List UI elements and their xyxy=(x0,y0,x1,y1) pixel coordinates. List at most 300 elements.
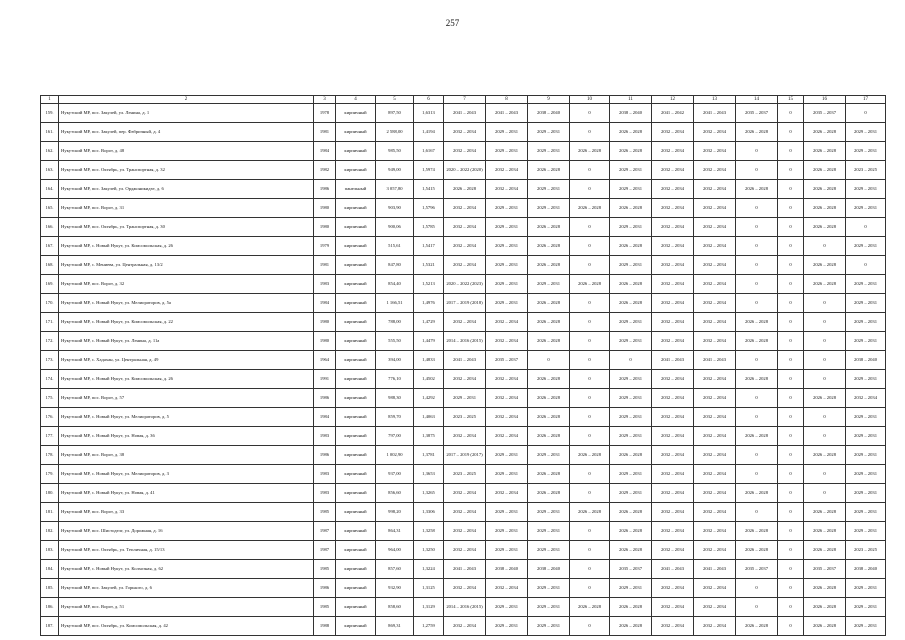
table-cell: 0 xyxy=(778,579,804,598)
table-cell: 2029 – 2031 xyxy=(610,389,652,408)
table-cell: 0 xyxy=(528,351,570,370)
table-cell: 2026 – 2028 xyxy=(804,218,846,237)
table-cell: 864,31 xyxy=(376,522,414,541)
table-cell: 2032 – 2034 xyxy=(652,579,694,598)
table-cell: 788,00 xyxy=(376,313,414,332)
table-cell: 2035 – 2037 xyxy=(804,104,846,123)
table-cell: Нукутский МР, пос. Ворот, д. 51 xyxy=(59,598,314,617)
table-cell: 2026 – 2028 xyxy=(528,427,570,446)
table-cell: 0 xyxy=(778,294,804,313)
table-cell: 1991 xyxy=(314,370,336,389)
table-cell: Нукутский МР, пос. Закулей, ул. Ленина, д. 1 xyxy=(59,104,314,123)
table-cell: 1,4502 xyxy=(414,370,444,389)
table-cell: 2026 – 2028 xyxy=(804,579,846,598)
table-cell: 2029 – 2031 xyxy=(528,579,570,598)
table-cell: 0 xyxy=(778,465,804,484)
table-cell: 1,3250 xyxy=(414,541,444,560)
table-cell: 2032 – 2034 xyxy=(444,617,486,636)
table-cell: 0 xyxy=(736,446,778,465)
table-cell: кирпичный xyxy=(336,104,376,123)
table-cell: 2026 – 2028 xyxy=(528,313,570,332)
table-cell: 2029 – 2031 xyxy=(846,579,886,598)
table-cell: Нукутский МР, с. Мениева, ул. Центральная, д. 13/2 xyxy=(59,256,314,275)
table-cell: 2029 – 2031 xyxy=(610,579,652,598)
table-cell: 186. xyxy=(41,598,59,617)
table-cell: 178. xyxy=(41,446,59,465)
table-row xyxy=(41,256,886,275)
table-cell: кирпичный xyxy=(336,617,376,636)
table-cell: 2032 – 2034 xyxy=(652,123,694,142)
table-cell: 964,00 xyxy=(376,541,414,560)
table-cell: 2026 – 2028 xyxy=(528,294,570,313)
table-cell: 2032 – 2034 xyxy=(694,465,736,484)
table-cell: Нукутский МР, пос. Шистоделг, ул. Дорожная, д. 16 xyxy=(59,522,314,541)
table-cell: 2029 – 2031 xyxy=(528,123,570,142)
table-cell: 2035 – 2037 xyxy=(736,104,778,123)
table-cell: 2032 – 2034 xyxy=(652,541,694,560)
table-cell: 2032 – 2034 xyxy=(694,503,736,522)
table-cell: 2029 – 2031 xyxy=(528,275,570,294)
header-cell: 7 xyxy=(444,96,486,104)
table-cell: 2026 – 2028 xyxy=(610,123,652,142)
table-cell: 172. xyxy=(41,332,59,351)
table-cell: 2032 – 2034 xyxy=(444,541,486,560)
table-cell: 2032 – 2034 xyxy=(652,142,694,161)
table-cell: 2032 – 2034 xyxy=(652,256,694,275)
table-cell: 187. xyxy=(41,617,59,636)
table-cell: 2026 – 2028 xyxy=(804,199,846,218)
table-cell: 1,3781 xyxy=(414,446,444,465)
table-cell: 998,20 xyxy=(376,503,414,522)
table-cell: 0 xyxy=(778,446,804,465)
table-cell: 166. xyxy=(41,218,59,237)
header-cell: 14 xyxy=(736,96,778,104)
table-cell: 2032 – 2034 xyxy=(652,503,694,522)
table-cell: 185. xyxy=(41,579,59,598)
table-cell: 0 xyxy=(804,408,846,427)
table-cell: 988,30 xyxy=(376,389,414,408)
table-cell: 0 xyxy=(736,161,778,180)
table-cell: кирпичный xyxy=(336,465,376,484)
header-cell: 4 xyxy=(336,96,376,104)
table-cell: 2041 – 2043 xyxy=(652,351,694,370)
table-cell: Нукутский МР, пос. Ворот, д. 32 xyxy=(59,275,314,294)
table-cell: 2026 – 2028 xyxy=(528,256,570,275)
table-cell: 2026 – 2028 xyxy=(610,199,652,218)
table-cell: 1,5785 xyxy=(414,218,444,237)
table-cell: 1981 xyxy=(314,256,336,275)
table-cell: 2032 – 2034 xyxy=(652,389,694,408)
table-cell: 0 xyxy=(570,256,610,275)
table-cell: 0 xyxy=(570,579,610,598)
header-cell: 17 xyxy=(846,96,886,104)
table-cell: 2032 – 2034 xyxy=(652,408,694,427)
table-cell: 2026 – 2028 xyxy=(610,294,652,313)
table-cell: 1984 xyxy=(314,408,336,427)
table-cell: 0 xyxy=(778,123,804,142)
table-cell: 1987 xyxy=(314,541,336,560)
page-number: 257 xyxy=(445,18,460,28)
header-cell: 15 xyxy=(778,96,804,104)
table-cell: 0 xyxy=(804,427,846,446)
table-cell: 2032 – 2034 xyxy=(694,218,736,237)
table-cell: 2041 – 2042 xyxy=(652,104,694,123)
table-cell: 1,4833 xyxy=(414,351,444,370)
table-cell: 903,90 xyxy=(376,199,414,218)
table-cell: 797,00 xyxy=(376,427,414,446)
table-cell: 2032 – 2034 xyxy=(652,370,694,389)
table-cell: 1978 xyxy=(314,104,336,123)
table-row xyxy=(41,560,886,579)
table-cell: 0 xyxy=(778,522,804,541)
table-cell: 2029 – 2031 xyxy=(846,275,886,294)
table-cell: 2026 – 2028 xyxy=(570,598,610,617)
table-cell: 2029 – 2031 xyxy=(486,465,528,484)
table-cell: 0 xyxy=(778,503,804,522)
table-cell: 0 xyxy=(778,408,804,427)
table-cell: кирпичный xyxy=(336,484,376,503)
table-cell: 0 xyxy=(736,294,778,313)
table-cell: 0 xyxy=(610,351,652,370)
table-cell: 0 xyxy=(736,579,778,598)
table-cell: Нукутский МР, с. Новый Нукут, ул. Мелиораторов, д. 5 xyxy=(59,408,314,427)
table-cell: 0 xyxy=(570,313,610,332)
table-cell: 2020 – 2022 (2020) xyxy=(444,161,486,180)
table-cell: 0 xyxy=(736,465,778,484)
table-cell: 2032 – 2034 xyxy=(444,503,486,522)
table-cell: 2026 – 2028 xyxy=(528,370,570,389)
table-cell: 2026 – 2028 xyxy=(804,123,846,142)
table-cell: кирпичный xyxy=(336,598,376,617)
table-cell: кирпичный xyxy=(336,161,376,180)
table-cell: 173. xyxy=(41,351,59,370)
table-cell: 2032 – 2034 xyxy=(444,256,486,275)
table-cell: 167. xyxy=(41,237,59,256)
table-cell: 2026 – 2028 xyxy=(610,275,652,294)
table-cell: 0 xyxy=(846,256,886,275)
table-cell: 0 xyxy=(736,218,778,237)
table-cell: 2029 – 2031 xyxy=(846,237,886,256)
table-cell: 0 xyxy=(778,275,804,294)
table-cell: 0 xyxy=(570,237,610,256)
table-cell: кирпичный xyxy=(336,446,376,465)
table-cell: 2032 – 2034 xyxy=(652,237,694,256)
table-cell: 2032 – 2034 xyxy=(652,199,694,218)
header-cell: 12 xyxy=(652,96,694,104)
table-cell: 394,00 xyxy=(376,351,414,370)
table-cell: 1982 xyxy=(314,161,336,180)
table-cell: 0 xyxy=(570,351,610,370)
table-cell: 854,40 xyxy=(376,275,414,294)
table-row xyxy=(41,313,886,332)
table-cell: 2029 – 2031 xyxy=(528,598,570,617)
table-cell: 2026 – 2028 xyxy=(804,541,846,560)
table-cell: 2026 – 2028 xyxy=(736,484,778,503)
table-cell: 1987 xyxy=(314,522,336,541)
table-cell: 0 xyxy=(570,522,610,541)
table-cell: 2032 – 2034 xyxy=(444,522,486,541)
table-cell: 2029 – 2031 xyxy=(846,465,886,484)
table-cell: кирпичный xyxy=(336,541,376,560)
table-cell: Нукутский МР, пос. Закулей, ул. Орджоникидзе, д. 6 xyxy=(59,180,314,199)
table-cell: 0 xyxy=(846,104,886,123)
table-cell: 2032 – 2034 xyxy=(652,161,694,180)
table-cell: 1,3653 xyxy=(414,465,444,484)
table-cell: 2032 – 2034 xyxy=(652,180,694,199)
table-cell: 2035 – 2037 xyxy=(610,560,652,579)
table-cell: 184. xyxy=(41,560,59,579)
table-cell: 2032 – 2034 xyxy=(694,256,736,275)
header-cell: 8 xyxy=(486,96,528,104)
table-cell: 2029 – 2031 xyxy=(528,522,570,541)
table-cell: 175. xyxy=(41,389,59,408)
table-cell: 2026 – 2028 xyxy=(804,142,846,161)
table-cell: 1984 xyxy=(314,142,336,161)
table-cell: 2032 – 2034 xyxy=(694,180,736,199)
table-cell: 177. xyxy=(41,427,59,446)
table-cell: 0 xyxy=(778,389,804,408)
table-cell: 0 xyxy=(804,370,846,389)
table-cell: 1,3306 xyxy=(414,503,444,522)
table-cell: кирпичный xyxy=(336,427,376,446)
table-cell: 2029 – 2031 xyxy=(486,294,528,313)
table-cell: 2026 – 2028 xyxy=(528,237,570,256)
table-row xyxy=(41,541,886,560)
table-cell: 2026 – 2028 xyxy=(570,142,610,161)
table-cell: 170. xyxy=(41,294,59,313)
table-cell: 1,5796 xyxy=(414,199,444,218)
table-cell: 0 xyxy=(736,503,778,522)
table-cell: 162. xyxy=(41,142,59,161)
table-cell: 0 xyxy=(778,427,804,446)
table-cell: 0 xyxy=(570,104,610,123)
table-cell: 1,3258 xyxy=(414,522,444,541)
table-cell: 2032 – 2034 xyxy=(694,484,736,503)
table-cell: 555,50 xyxy=(376,332,414,351)
table-row xyxy=(41,218,886,237)
table-cell: 2029 – 2031 xyxy=(846,142,886,161)
table-cell: 0 xyxy=(736,142,778,161)
table-cell: 2032 – 2034 xyxy=(694,598,736,617)
table-cell: 2032 – 2034 xyxy=(486,180,528,199)
table-cell: 2029 – 2031 xyxy=(846,484,886,503)
table-cell: 0 xyxy=(778,313,804,332)
table-cell: 1985 xyxy=(314,560,336,579)
table-cell: Нукутский МР, пос. Ворот, д. 33 xyxy=(59,503,314,522)
table-cell: 2029 – 2031 xyxy=(846,446,886,465)
table-cell: 776,10 xyxy=(376,370,414,389)
table-cell: 2023 – 2025 xyxy=(846,541,886,560)
table-row xyxy=(41,579,886,598)
table-cell: 2029 – 2031 xyxy=(846,408,886,427)
table-cell: 1,4194 xyxy=(414,123,444,142)
table-cell: панельный xyxy=(336,180,376,199)
table-cell: 163. xyxy=(41,161,59,180)
table-cell: 1,2759 xyxy=(414,617,444,636)
table-row xyxy=(41,408,886,427)
table-cell: 0 xyxy=(778,560,804,579)
table-cell: 1,5974 xyxy=(414,161,444,180)
table-cell: 2026 – 2028 xyxy=(804,503,846,522)
table-cell: кирпичный xyxy=(336,275,376,294)
table-cell: кирпичный xyxy=(336,294,376,313)
table-cell: кирпичный xyxy=(336,389,376,408)
table-cell: 2032 – 2034 xyxy=(652,446,694,465)
table-cell: 2038 – 2040 xyxy=(528,560,570,579)
table-cell: 2029 – 2031 xyxy=(846,199,886,218)
table-cell: 0 xyxy=(736,351,778,370)
table-cell: 2029 – 2031 xyxy=(528,199,570,218)
table-cell: 2032 – 2034 xyxy=(486,161,528,180)
table-cell: 2029 – 2031 xyxy=(610,408,652,427)
table-cell: 2029 – 2031 xyxy=(486,123,528,142)
table-cell: Нукутский МР, с. Новый Нукут, ул. Комсомольская, д. 26 xyxy=(59,237,314,256)
table-row xyxy=(41,484,886,503)
table-cell: 2026 – 2028 xyxy=(610,617,652,636)
table-cell: 1,5415 xyxy=(414,180,444,199)
table-cell: 2032 – 2034 xyxy=(694,332,736,351)
table-cell: 2032 – 2034 xyxy=(444,313,486,332)
table-cell: 171. xyxy=(41,313,59,332)
table-cell: 2026 – 2028 xyxy=(736,180,778,199)
table-cell: 2038 – 2040 xyxy=(846,560,886,579)
table-cell: 2029 – 2031 xyxy=(846,294,886,313)
table-cell: 2029 – 2031 xyxy=(486,503,528,522)
table-cell: 856,60 xyxy=(376,484,414,503)
table-cell: 2026 – 2028 xyxy=(528,218,570,237)
table-cell: 1,4479 xyxy=(414,332,444,351)
table-row xyxy=(41,370,886,389)
table-cell: 2026 – 2028 xyxy=(570,275,610,294)
table-cell: 0 xyxy=(570,465,610,484)
table-cell: 0 xyxy=(570,560,610,579)
table-cell: 2026 – 2028 xyxy=(804,522,846,541)
table-cell: Нукутский МР, пос. Ворот, д. 48 xyxy=(59,142,314,161)
table-cell: 2041 – 2043 xyxy=(444,351,486,370)
header-cell: 9 xyxy=(528,96,570,104)
table-cell: 2023 – 2025 xyxy=(444,465,486,484)
table-cell: 2032 – 2034 xyxy=(444,218,486,237)
table-cell: 2026 – 2028 xyxy=(528,161,570,180)
table-cell: 1984 xyxy=(314,294,336,313)
table-cell: 2032 – 2034 xyxy=(652,522,694,541)
table-cell: 2026 – 2028 xyxy=(736,370,778,389)
table-cell: 1,3875 xyxy=(414,427,444,446)
header-cell: 11 xyxy=(610,96,652,104)
table-cell: 2026 – 2028 xyxy=(804,256,846,275)
table-cell: 2029 – 2031 xyxy=(846,370,886,389)
table-cell: 2026 – 2028 xyxy=(804,161,846,180)
table-cell: кирпичный xyxy=(336,522,376,541)
table-cell: 0 xyxy=(778,161,804,180)
table-cell: 1,4292 xyxy=(414,389,444,408)
table-cell: кирпичный xyxy=(336,408,376,427)
table-cell: 932,90 xyxy=(376,579,414,598)
table-cell: 2032 – 2034 xyxy=(694,579,736,598)
table-cell: 0 xyxy=(804,465,846,484)
table-cell: 2032 – 2034 xyxy=(694,541,736,560)
table-cell: кирпичный xyxy=(336,199,376,218)
table-cell: кирпичный xyxy=(336,332,376,351)
table-cell: 2026 – 2028 xyxy=(736,123,778,142)
table-cell: 2035 – 2037 xyxy=(736,560,778,579)
table-cell: 2026 – 2028 xyxy=(570,446,610,465)
table-cell: 0 xyxy=(778,199,804,218)
table-cell: 2029 – 2031 xyxy=(528,446,570,465)
table-cell: 1985 xyxy=(314,598,336,617)
table-cell: 2029 – 2031 xyxy=(528,617,570,636)
table-cell: 2026 – 2028 xyxy=(610,541,652,560)
table-cell: 897,50 xyxy=(376,104,414,123)
table-cell: кирпичный xyxy=(336,313,376,332)
table-cell: 0 xyxy=(778,237,804,256)
table-cell: Нукутский МР, с. Новый Нукут, ул. Комсомольская, д. 26 xyxy=(59,370,314,389)
table-cell: 0 xyxy=(846,218,886,237)
table-cell: 2032 – 2034 xyxy=(444,427,486,446)
table-cell: 2041 – 2043 xyxy=(444,560,486,579)
table-cell: Нукутский МР, пос. Октябрь, ул. Транспортная, д. 30 xyxy=(59,218,314,237)
table-cell: 2029 – 2031 xyxy=(846,427,886,446)
table-cell: 2032 – 2034 xyxy=(846,389,886,408)
table-cell: 169. xyxy=(41,275,59,294)
table-cell: 2032 – 2034 xyxy=(444,142,486,161)
table-row xyxy=(41,389,886,408)
table-cell: 2032 – 2034 xyxy=(694,142,736,161)
table-cell: 2029 – 2031 xyxy=(486,142,528,161)
table-cell: 2032 – 2034 xyxy=(694,389,736,408)
table-cell: 0 xyxy=(736,237,778,256)
table-cell: 2032 – 2034 xyxy=(652,332,694,351)
table-cell: 168. xyxy=(41,256,59,275)
table-cell: 1,3125 xyxy=(414,579,444,598)
table-cell: 0 xyxy=(804,294,846,313)
table-cell: 2023 – 2025 xyxy=(444,408,486,427)
table-cell: 2041 – 2043 xyxy=(694,560,736,579)
table-cell: 2032 – 2034 xyxy=(486,332,528,351)
table-cell: 1983 xyxy=(314,275,336,294)
table-cell: Нукутский МР, с. Новый Нукут, ул. Новая, д. 36 xyxy=(59,427,314,446)
table-cell: 2032 – 2034 xyxy=(486,370,528,389)
table-cell: Нукутский МР, с. Новый Нукут, ул. Колхозная, д. 62 xyxy=(59,560,314,579)
table-cell: 0 xyxy=(778,370,804,389)
table-cell: 2026 – 2028 xyxy=(804,389,846,408)
table-cell: 2026 – 2028 xyxy=(736,427,778,446)
table-cell: 1,4976 xyxy=(414,294,444,313)
table-cell: Нукутский МР, пос. Закулей, пер. Фабричный, д. 4 xyxy=(59,123,314,142)
table-cell: 0 xyxy=(778,332,804,351)
table-row xyxy=(41,275,886,294)
table-cell: 0 xyxy=(736,199,778,218)
table-cell: 1980 xyxy=(314,218,336,237)
header-cell: 1 xyxy=(41,96,59,104)
header-cell: 13 xyxy=(694,96,736,104)
table-cell: 2032 – 2034 xyxy=(694,161,736,180)
table-cell: 2026 – 2028 xyxy=(804,617,846,636)
table-cell: 2029 – 2031 xyxy=(846,313,886,332)
table-cell: 183. xyxy=(41,541,59,560)
table-cell: 179. xyxy=(41,465,59,484)
table-cell: Нукутский МР, пос. Октябрь, ул. Транспортная, д. 32 xyxy=(59,161,314,180)
header-cell: 16 xyxy=(804,96,846,104)
header-cell: 5 xyxy=(376,96,414,104)
table-cell: 2026 – 2028 xyxy=(736,313,778,332)
table-cell: 2032 – 2034 xyxy=(652,294,694,313)
table-row xyxy=(41,598,886,617)
table-cell: 0 xyxy=(736,408,778,427)
table-cell: Нукутский МР, с. Новый Нукут, ул. Ленина, д. 11а xyxy=(59,332,314,351)
table-cell: 2020 – 2022 (2023) xyxy=(444,275,486,294)
table-row xyxy=(41,465,886,484)
